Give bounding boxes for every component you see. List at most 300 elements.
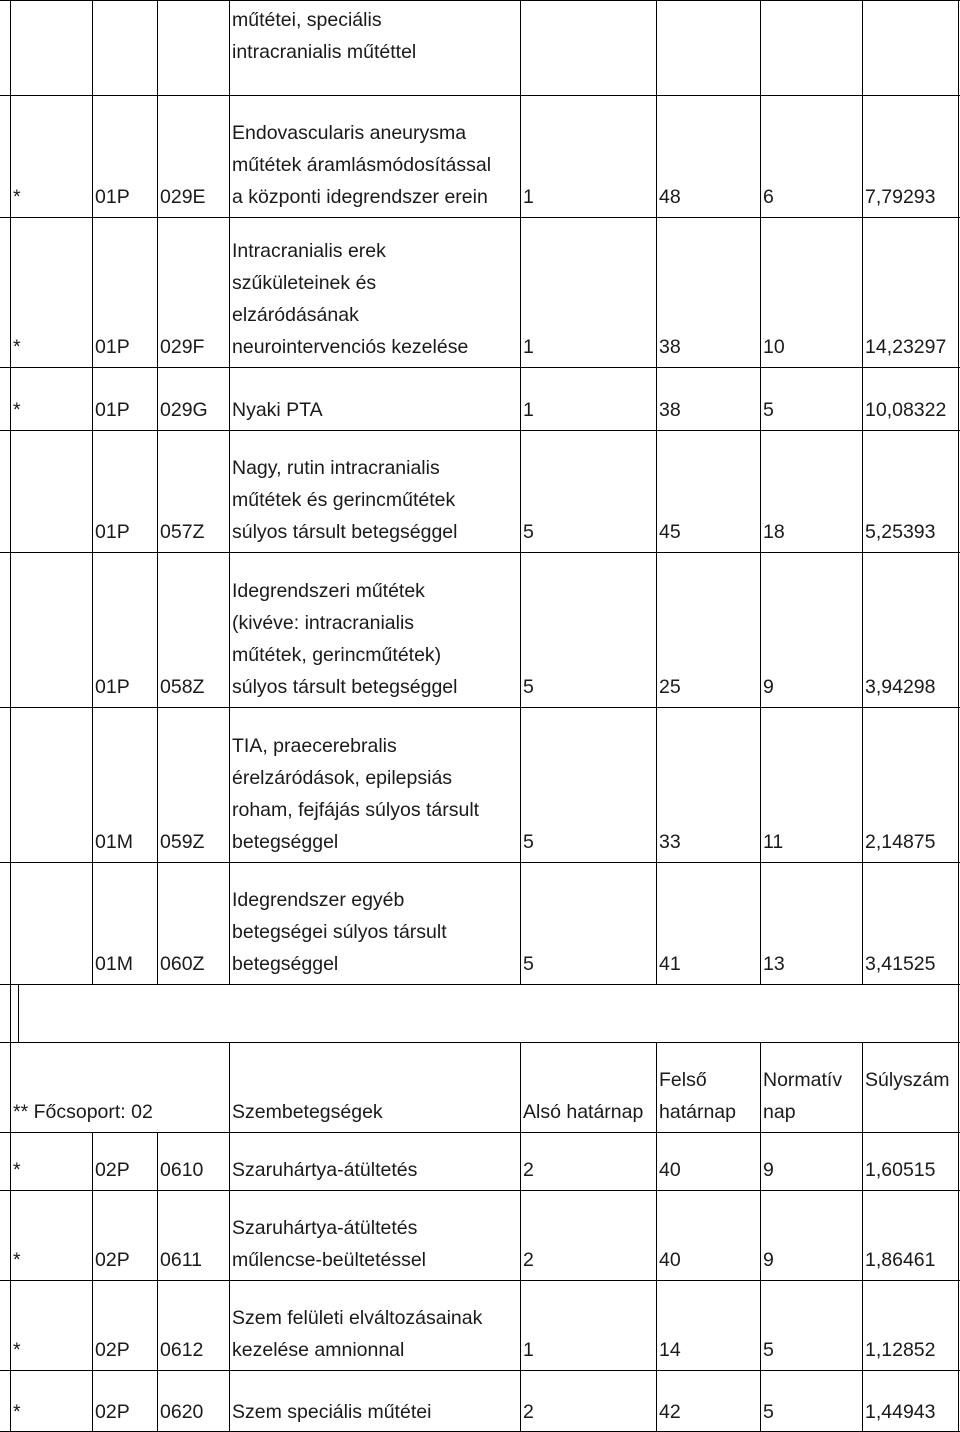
cell-normativ — [760, 1132, 862, 1190]
cell-normativ-text: 9 — [763, 676, 774, 698]
cell-normativ-text: 5 — [763, 1339, 774, 1361]
column-divider — [10, 862, 11, 984]
cell-normativ — [760, 217, 862, 367]
cell-desc-line: Idegrendszer egyéb — [232, 889, 405, 911]
column-divider — [520, 95, 521, 217]
column-divider — [520, 430, 521, 552]
column-divider — [958, 1370, 959, 1432]
column-divider — [958, 1132, 959, 1190]
cell-mark-text: * — [13, 1159, 21, 1181]
cell-normativ-text: 9 — [763, 1159, 774, 1181]
cell-desc-line: szűkületeinek és — [232, 272, 377, 294]
cell-code — [157, 1370, 229, 1432]
cell-normativ-text: 5 — [763, 1401, 774, 1423]
cell-felso-text: 38 — [659, 336, 681, 358]
column-divider — [760, 217, 761, 367]
cell-code — [157, 1280, 229, 1370]
column-divider — [958, 1042, 959, 1132]
cell-also-text: 2 — [523, 1249, 534, 1271]
column-divider — [520, 862, 521, 984]
cell-mdc-text: 02P — [95, 1401, 130, 1423]
cell-desc-line: műlencse-beültetéssel — [232, 1249, 427, 1271]
cell-mark — [10, 367, 92, 430]
cell-felso — [656, 1370, 760, 1432]
cell-mdc — [92, 217, 157, 367]
cell-mdc — [92, 552, 157, 707]
cell-desc-line: műtétek és gerincműtétek — [232, 489, 456, 511]
cell-desc-line: a központi idegrendszer erein — [232, 186, 488, 208]
column-divider — [157, 0, 158, 95]
column-divider — [157, 1190, 158, 1280]
table-row — [0, 707, 960, 862]
column-divider — [18, 984, 19, 1042]
column-divider — [229, 1042, 230, 1132]
cell-desc — [229, 217, 520, 367]
cell-suly — [862, 430, 958, 552]
cell-felso — [656, 1190, 760, 1280]
cell-suly-text: 7,79293 — [865, 186, 936, 208]
cell-also — [520, 552, 656, 707]
column-divider — [157, 1132, 158, 1190]
column-divider — [656, 1280, 657, 1370]
cell-suly-text: 2,14875 — [865, 831, 936, 853]
cell-desc-line: műtétek áramlásmódosítással — [232, 154, 492, 176]
column-divider — [656, 1042, 657, 1132]
table-row — [0, 217, 960, 367]
column-divider — [229, 1280, 230, 1370]
cell-suly-text: 1,60515 — [865, 1159, 936, 1181]
cell-desc-line: TIA, praecerebralis — [232, 735, 397, 757]
column-divider — [520, 1190, 521, 1280]
cell-mdc — [92, 1132, 157, 1190]
cell-felso-text: 41 — [659, 953, 681, 975]
cell-suly — [862, 95, 958, 217]
row-divider — [0, 95, 960, 96]
column-divider — [157, 95, 158, 217]
cell-mdc-text: 01P — [95, 336, 130, 358]
cell-normativ — [760, 430, 862, 552]
cell-code-text: 029E — [160, 186, 206, 208]
cell-desc-line: Intracranialis erek — [232, 240, 386, 262]
column-divider — [760, 1190, 761, 1280]
cell-normativ — [760, 862, 862, 984]
column-divider — [862, 1132, 863, 1190]
column-header-felso-text: határnap — [659, 1101, 736, 1123]
cell-code-text: 0620 — [160, 1401, 204, 1423]
cell-mdc — [92, 1280, 157, 1370]
column-divider — [862, 0, 863, 95]
column-divider — [229, 862, 230, 984]
column-divider — [229, 707, 230, 862]
cell-desc-line: betegségei súlyos társult — [232, 921, 447, 943]
table-row — [0, 862, 960, 984]
cell-also — [520, 217, 656, 367]
cell-code — [157, 707, 229, 862]
column-divider — [92, 430, 93, 552]
cell-desc — [229, 430, 520, 552]
cell-normativ — [760, 367, 862, 430]
column-divider — [92, 0, 93, 95]
cell-suly — [862, 1190, 958, 1280]
cell-felso — [656, 367, 760, 430]
cell-normativ-text: 6 — [763, 186, 774, 208]
cell-mark — [10, 1190, 92, 1280]
spacer-row — [0, 984, 960, 1042]
cell-mark — [10, 217, 92, 367]
cell-felso-text: 48 — [659, 186, 681, 208]
column-header-suly-text: Súlyszám — [865, 1069, 950, 1091]
group-name-text: Szembetegségek — [232, 1101, 383, 1123]
cell-also-text: 5 — [523, 831, 534, 853]
column-divider — [10, 1132, 11, 1190]
column-divider — [10, 984, 11, 1042]
column-divider — [157, 707, 158, 862]
column-divider — [656, 552, 657, 707]
cell-desc-line: műtétei, speciális — [232, 9, 382, 31]
cell-mark-text: * — [13, 336, 21, 358]
cell-felso-text: 38 — [659, 399, 681, 421]
column-header-suly — [862, 1042, 958, 1132]
cell-also — [520, 1132, 656, 1190]
cell-desc-line: intracranialis műtéttel — [232, 41, 417, 63]
cell-code — [157, 1190, 229, 1280]
cell-normativ — [760, 1370, 862, 1432]
cell-also-text: 1 — [523, 1339, 534, 1361]
cell-desc-line: kezelése amnionnal — [232, 1339, 405, 1361]
cell-desc-line: Szem felületi elváltozásainak — [232, 1307, 483, 1329]
column-divider — [157, 367, 158, 430]
column-divider — [520, 1370, 521, 1432]
column-divider — [958, 552, 959, 707]
cell-felso — [656, 430, 760, 552]
column-divider — [520, 1132, 521, 1190]
cell-mdc-text: 01P — [95, 399, 130, 421]
cell-desc — [229, 707, 520, 862]
cell-also-text: 5 — [523, 521, 534, 543]
cell-mark — [10, 1280, 92, 1370]
cell-mdc-text: 02P — [95, 1159, 130, 1181]
group-label-text: ** Főcsoport: 02 — [13, 1101, 153, 1123]
cell-felso-text: 40 — [659, 1249, 681, 1271]
column-divider — [862, 1190, 863, 1280]
cell-suly — [862, 217, 958, 367]
column-divider — [10, 217, 11, 367]
column-divider — [760, 1370, 761, 1432]
column-divider — [958, 367, 959, 430]
column-divider — [10, 0, 11, 95]
cell-mdc — [92, 1370, 157, 1432]
row-divider — [0, 1190, 960, 1191]
cell-code-text: 058Z — [160, 676, 205, 698]
column-divider — [157, 1280, 158, 1370]
column-divider — [520, 707, 521, 862]
cell-mark-text: * — [13, 1401, 21, 1423]
cell-mdc — [92, 862, 157, 984]
cell-also — [520, 1280, 656, 1370]
continuation-row — [0, 0, 960, 95]
group-name — [229, 1042, 520, 1132]
cell-mark-text: * — [13, 399, 21, 421]
column-divider — [92, 1132, 93, 1190]
column-divider — [760, 1280, 761, 1370]
column-divider — [92, 367, 93, 430]
column-divider — [92, 1280, 93, 1370]
column-divider — [862, 862, 863, 984]
column-divider — [157, 217, 158, 367]
cell-normativ-text: 18 — [763, 521, 785, 543]
column-divider — [958, 862, 959, 984]
column-divider — [862, 367, 863, 430]
column-divider — [656, 430, 657, 552]
cell-code — [157, 430, 229, 552]
cell-also — [520, 367, 656, 430]
column-header-felso-text: Felső — [659, 1069, 707, 1091]
cell-desc-line: betegséggel — [232, 953, 339, 975]
cell-desc-line: neurointervenciós kezelése — [232, 336, 469, 358]
cell-felso — [656, 95, 760, 217]
cell-mdc-text: 01P — [95, 676, 130, 698]
cell-suly-text: 1,12852 — [865, 1339, 936, 1361]
table-row — [0, 95, 960, 217]
cell-mdc-text: 01P — [95, 521, 130, 543]
cell-desc — [229, 367, 520, 430]
column-divider — [10, 430, 11, 552]
cell-desc — [229, 552, 520, 707]
cell-code-text: 060Z — [160, 953, 205, 975]
column-divider — [656, 217, 657, 367]
column-divider — [862, 217, 863, 367]
cell-desc — [229, 0, 520, 95]
cell-desc — [229, 1370, 520, 1432]
cell-felso — [656, 1132, 760, 1190]
cell-felso — [656, 217, 760, 367]
cell-desc — [229, 862, 520, 984]
cell-desc-line: műtétek, gerincműtétek) — [232, 644, 442, 666]
cell-desc-line: Szaruhártya-átültetés — [232, 1159, 418, 1181]
cell-suly — [862, 1132, 958, 1190]
cell-mark — [10, 1370, 92, 1432]
cell-code-text: 0611 — [160, 1249, 202, 1271]
cell-suly — [862, 707, 958, 862]
cell-desc-line: Nyaki PTA — [232, 399, 323, 421]
cell-felso — [656, 1280, 760, 1370]
table-row — [0, 1370, 960, 1432]
column-divider — [10, 95, 11, 217]
column-divider — [958, 984, 959, 1042]
cell-mark — [10, 707, 92, 862]
cell-also-text: 1 — [523, 186, 534, 208]
cell-desc-line: Idegrendszeri műtétek — [232, 580, 425, 602]
column-divider — [862, 1042, 863, 1132]
cell-mdc — [92, 1190, 157, 1280]
column-divider — [520, 217, 521, 367]
table-row — [0, 1132, 960, 1190]
column-divider — [92, 552, 93, 707]
cell-desc-line: súlyos társult betegséggel — [232, 676, 458, 698]
row-divider — [0, 430, 960, 431]
cell-suly-text: 5,25393 — [865, 521, 936, 543]
column-divider — [10, 552, 11, 707]
cell-normativ-text: 11 — [763, 831, 784, 853]
column-divider — [656, 367, 657, 430]
cell-also-text: 2 — [523, 1159, 534, 1181]
cell-normativ-text: 9 — [763, 1249, 774, 1271]
column-divider — [92, 707, 93, 862]
column-divider — [760, 552, 761, 707]
cell-normativ — [760, 1280, 862, 1370]
cell-mdc — [92, 430, 157, 552]
column-divider — [229, 430, 230, 552]
cell-mdc-text: 01M — [95, 953, 133, 975]
column-divider — [760, 862, 761, 984]
cell-desc — [229, 1280, 520, 1370]
column-header-normativ — [760, 1042, 862, 1132]
column-divider — [958, 430, 959, 552]
column-divider — [656, 1190, 657, 1280]
table-row — [0, 1190, 960, 1280]
column-divider — [862, 707, 863, 862]
cell-suly-text: 3,41525 — [865, 953, 936, 975]
cell-suly-text: 14,23297 — [865, 336, 947, 358]
column-divider — [520, 552, 521, 707]
column-divider — [656, 95, 657, 217]
row-divider — [0, 707, 960, 708]
row-divider — [0, 1132, 960, 1133]
column-divider — [760, 1042, 761, 1132]
cell-also-text: 5 — [523, 676, 534, 698]
cell-felso-text: 40 — [659, 1159, 681, 1181]
cell-suly-text: 1,44943 — [865, 1401, 936, 1423]
column-divider — [656, 862, 657, 984]
cell-mark-text: * — [13, 1339, 21, 1361]
cell-also — [520, 1190, 656, 1280]
column-divider — [656, 1370, 657, 1432]
column-divider — [958, 707, 959, 862]
cell-desc-line: Nagy, rutin intracranialis — [232, 457, 440, 479]
column-divider — [92, 95, 93, 217]
cell-code — [157, 552, 229, 707]
cell-felso — [656, 707, 760, 862]
group-label — [10, 1042, 229, 1132]
column-header-normativ-text: Normatív — [763, 1069, 843, 1091]
column-divider — [229, 1132, 230, 1190]
column-divider — [656, 1132, 657, 1190]
cell-felso-text: 42 — [659, 1401, 681, 1423]
cell-desc-line: Szem speciális műtétei — [232, 1401, 432, 1423]
column-header-felso — [656, 1042, 760, 1132]
cell-desc-line: roham, fejfájás súlyos társult — [232, 799, 480, 821]
cell-suly — [862, 1280, 958, 1370]
column-divider — [229, 0, 230, 95]
cell-also — [520, 430, 656, 552]
column-divider — [92, 1190, 93, 1280]
cell-mark-text: * — [13, 186, 21, 208]
table-row — [0, 1280, 960, 1370]
table-row — [0, 552, 960, 707]
cell-also-text: 2 — [523, 1401, 534, 1423]
column-divider — [958, 217, 959, 367]
column-divider — [10, 707, 11, 862]
column-divider — [92, 1370, 93, 1432]
cell-normativ-text: 5 — [763, 399, 774, 421]
cell-also — [520, 1370, 656, 1432]
cell-mdc — [92, 367, 157, 430]
column-divider — [862, 430, 863, 552]
cell-suly — [862, 367, 958, 430]
column-divider — [229, 1190, 230, 1280]
cell-desc-line: Endovascularis aneurysma — [232, 122, 467, 144]
column-divider — [10, 1042, 11, 1132]
cell-normativ-text: 10 — [763, 336, 785, 358]
column-divider — [760, 95, 761, 217]
cell-mark — [10, 1132, 92, 1190]
column-divider — [862, 95, 863, 217]
cell-code-text: 057Z — [160, 521, 205, 543]
row-divider — [0, 552, 960, 553]
column-divider — [157, 1370, 158, 1432]
group-header-row — [0, 1042, 960, 1132]
cell-desc — [229, 95, 520, 217]
column-divider — [10, 1370, 11, 1432]
cell-desc — [229, 1190, 520, 1280]
cell-felso — [656, 862, 760, 984]
cell-felso-text: 14 — [659, 1339, 681, 1361]
cell-code — [157, 217, 229, 367]
cell-also-text: 1 — [523, 399, 534, 421]
column-header-also — [520, 1042, 656, 1132]
cell-suly — [862, 862, 958, 984]
row-divider — [0, 862, 960, 863]
cell-desc-line: súlyos társult betegséggel — [232, 521, 458, 543]
column-divider — [656, 0, 657, 95]
cell-felso — [656, 552, 760, 707]
table-row — [0, 367, 960, 430]
cell-mdc — [92, 95, 157, 217]
cell-also — [520, 862, 656, 984]
cell-desc — [229, 1132, 520, 1190]
row-divider — [0, 1370, 960, 1371]
cell-code-text: 0612 — [160, 1339, 204, 1361]
column-divider — [862, 1280, 863, 1370]
row-divider — [0, 1042, 960, 1043]
cell-normativ — [760, 707, 862, 862]
cell-desc-line: Szaruhártya-átültetés — [232, 1217, 418, 1239]
column-divider — [229, 367, 230, 430]
cell-normativ — [760, 552, 862, 707]
cell-mark — [10, 95, 92, 217]
column-divider — [157, 862, 158, 984]
cell-code — [157, 95, 229, 217]
column-divider — [229, 95, 230, 217]
cell-code — [157, 1132, 229, 1190]
row-divider — [0, 217, 960, 218]
cell-mark — [10, 430, 92, 552]
column-divider — [760, 707, 761, 862]
column-divider — [760, 430, 761, 552]
cell-code-text: 029F — [160, 336, 205, 358]
column-divider — [958, 0, 959, 95]
cell-normativ-text: 13 — [763, 953, 785, 975]
column-divider — [229, 217, 230, 367]
cell-desc-line: (kivéve: intracranialis — [232, 612, 415, 634]
cell-mark — [10, 862, 92, 984]
column-divider — [229, 1370, 230, 1432]
cell-felso-text: 45 — [659, 521, 681, 543]
cell-code-text: 029G — [160, 399, 208, 421]
cell-mdc — [92, 707, 157, 862]
cell-desc-line: betegséggel — [232, 831, 339, 853]
cell-code-text: 059Z — [160, 831, 205, 853]
